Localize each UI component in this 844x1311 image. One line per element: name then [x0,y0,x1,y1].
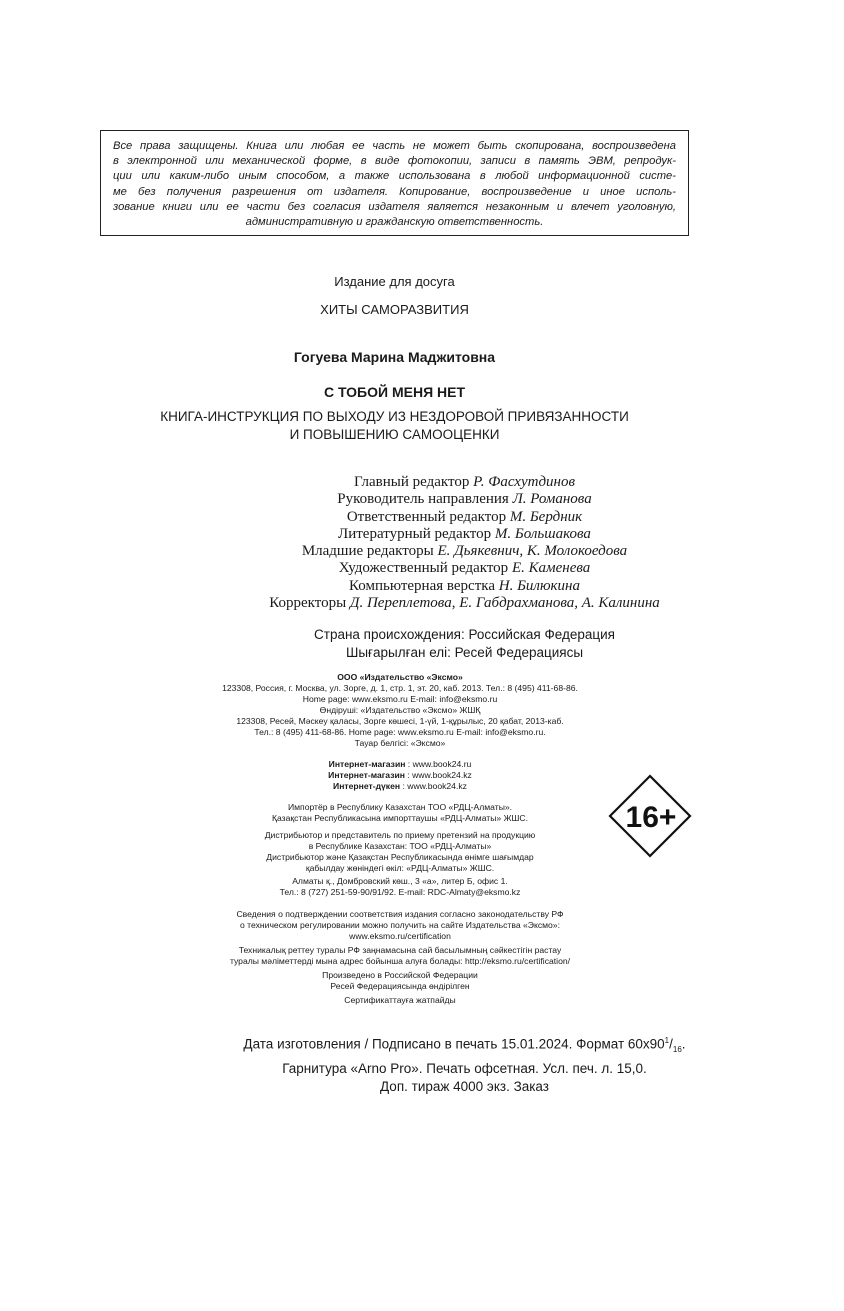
credit-name: Р. Фасхутдинов [473,474,575,490]
publisher-block [140,672,660,749]
rights-notice-line: ции или каким-либо иным способом, а также использована в любой информационной систе- [113,170,676,183]
credit-name: М. Бердник [509,508,583,525]
publisher-line: Өндіруші: «Издательство «Эксмо» ЖШҚ [319,705,481,715]
format-end: . [681,1036,686,1052]
shop-label: Интернет-магазин [328,759,406,769]
author-name: Гогуева Марина Маджитовна [293,349,496,365]
credit-role: Компьютерная верстка [349,577,499,594]
importer-block [140,802,660,824]
credit-line [140,526,789,543]
publisher-line: Тауар белгісі: «Эксмо» [354,738,446,748]
publisher-line: 123308, Россия, г. Москва, ул. Зорге, д. 1, стр. 1, эт. 20, каб. 2013. Тел.: 8 (495) 411-68-86. [222,683,578,693]
shop-url: : www.book24.kz [400,781,467,791]
credit-role: Корректоры [269,595,350,612]
credit-role: Литературный редактор [338,525,495,542]
format-denominator: 16 [672,1045,682,1055]
credit-role: Руководитель направления [337,491,513,508]
age-rating-text: 16+ [625,801,677,834]
publisher-line: Home page: www.eksmo.ru E-mail: info@eksmo.ru [302,694,498,704]
certification-line: Техникалық реттеу туралы РФ заңнамасына сай басылымның сәйкестігін растау [238,945,562,955]
credit-line [140,560,789,577]
certification-line: Сведения о подтверждении соответствия издания согласно законодательству РФ [236,909,564,919]
print-date-format: Дата изготовления / Подписано в печать 15.01.2024. Формат 60х90 [243,1036,665,1052]
credit-name: Е. Каменева [511,560,591,577]
book-subtitle-line: И ПОВЫШЕНИЮ САМООЦЕНКИ [289,427,500,442]
rights-notice-line: Все права защищены. Книга или любая ее часть не может быть скопирована, воспроизведена [113,140,676,152]
credit-name: Д. Переплетова, Е. Габдрахманова, А. Калинина [349,595,660,612]
credit-line [140,491,789,508]
shop-url: : www.book24.kz [404,770,472,780]
credit-name: Л. Романова [512,491,592,508]
shop-url: : www.book24.ru [405,759,472,769]
distributor-line: Дистрибьютор и представитель по приему претензий на продукцию [264,830,536,840]
distributor-line: в Республике Казахстан: ТОО «РДЦ-Алматы» [308,841,492,851]
certification-line: туралы мәліметтерді мына адрес бойынша алуға болады: http://eksmo.ru/certification/ [229,956,571,966]
rights-notice-box [100,130,689,236]
book-subtitle-line: КНИГА-ИНСТРУКЦИЯ ПО ВЫХОДУ ИЗ НЕЗДОРОВОЙ ПРИВЯЗАННОСТИ [160,409,629,424]
credit-line [140,595,789,612]
distributor-line: Алматы қ., Домбровский көш., 3 «а», литер Б, офис 1. [292,876,508,886]
importer-line: Импортёр в Республику Казахстан ТОО «РДЦ-Алматы». [287,802,513,812]
distributor-block [140,830,660,898]
credit-line [140,474,789,491]
certification-block [140,909,660,1006]
shop-label: Интернет-магазин [328,770,405,780]
certification-line: Сертификаттауға жатпайды [344,995,456,1005]
format-slash: / [669,1036,673,1052]
certification-line: о техническом регулировании можно получить на сайте Издательства «Эксмо»: [240,920,560,930]
certification-line: Произведено в Российской Федерации [322,970,478,980]
distributor-line: Тел.: 8 (727) 251-59-90/91/92. E-mail: RDC-Almaty@eksmo.kz [279,887,521,897]
credit-role: Главный редактор [354,474,474,490]
credit-role: Младшие редакторы [301,543,438,560]
credit-line [140,509,789,526]
credit-role: Художественный редактор [338,560,512,577]
rights-notice-line: административную и гражданскую ответственность. [245,216,544,229]
importer-line: Қазақстан Республикасына импорттаушы «РДЦ-Алматы» ЖШС. [271,813,528,823]
series-name: ХИТЫ САМОРАЗВИТИЯ [320,302,469,317]
publisher-line: 123308, Ресей, Мәскеу қаласы, Зорге көшесі, 1-үй, 1-құрылыс, 20 қабат, 2013-каб. [236,716,564,726]
shop-line [140,770,660,781]
origin-block [140,626,789,662]
shop-line [140,781,660,792]
imprint-block [140,1032,789,1097]
imprint-line: Доп. тираж 4000 экз. Заказ [380,1079,549,1095]
rights-notice-line: зование книги или ее части без согласия издателя является незаконным и влечет уголовную, [113,200,676,213]
rights-notice-line: ме без получения разрешения от издателя. Копирование, воспроизведение и иное исполь- [113,185,676,198]
imprint-line [140,1032,789,1060]
publisher-line: ООО «Издательство «Эксмо» [337,672,463,682]
credit-name: Н. Билюкина [498,577,580,594]
shop-label: Интернет-дүкен [333,781,401,791]
credit-name: Е. Дьякевнич, К. Молокоедова [437,543,628,560]
distributor-line: қабылдау жөніндегі өкіл: «РДЦ-Алматы» ЖШС. [305,863,495,873]
format-numerator: 1 [664,1036,670,1045]
distributor-line: Дистрибьютор және Қазақстан Республикасында өнімге шағымдар [266,852,534,862]
certification-line: Ресей Федерациясында өндірілген [330,981,470,991]
shops-block [140,759,660,792]
origin-line: Шығарылған елі: Ресей Федерациясы [345,645,584,660]
certification-line: www.eksmo.ru/certification [349,931,451,941]
credit-role: Ответственный редактор [346,508,510,525]
rights-notice-line: в электронной или механической форме, в виде фотокопии, записи в память ЭВМ, репродук- [113,155,676,168]
imprint-line: Гарнитура «Arno Pro». Печать офсетная. Усл. печ. л. 15,0. [282,1060,647,1076]
origin-line: Страна происхождения: Российская Федерация [314,627,615,642]
edition-type: Издание для досуга [334,274,455,289]
credit-line [140,578,789,595]
shop-line [140,759,660,770]
credit-line [140,543,789,560]
book-title: С ТОБОЙ МЕНЯ НЕТ [323,384,466,400]
credit-name: М. Большакова [494,525,591,542]
publisher-line: Тел.: 8 (495) 411-68-86. Home page: www.eksmo.ru E-mail: info@eksmo.ru. [254,727,546,737]
credits-list [140,474,789,612]
age-rating-badge [608,774,692,858]
